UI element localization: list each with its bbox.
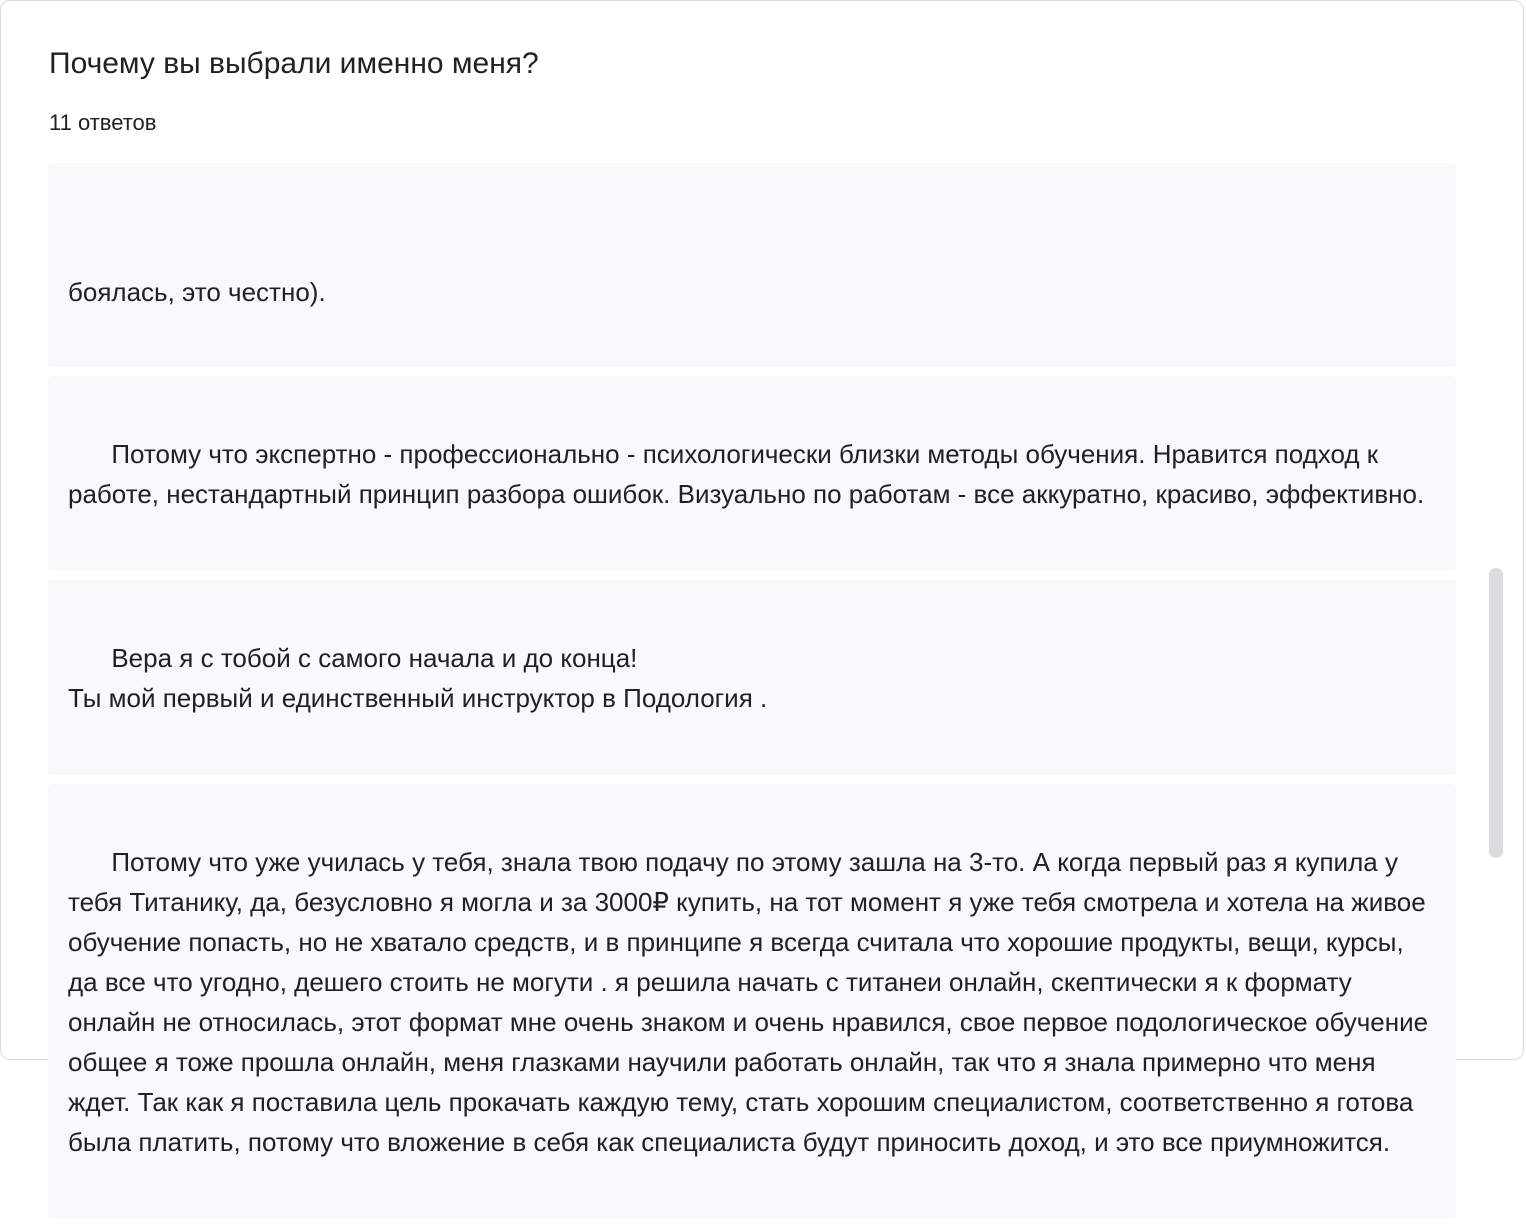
response-text: боялась, это честно). [68, 277, 326, 307]
response-text: Потому что уже училась у тебя, знала твою подачу по этому зашла на 3-то. А когда первый раз я купила у тебя Титанику, да, безусловно я могла и за 3000₽ купить, на тот момент я уже тебя смотрела и хотела на живое обучение попасть, но не хватало средств, и в принципе я всегда считала что хорошие продукты, вещи, курсы, да все что угодно, дешего стоить не могути . я решила начать с титанеи онлайн, скептически я к формату онлайн не относилась, этот формат мне очень знаком и очень нравился, свое первое подологическое обучение общее я тоже прошла онлайн, меня глазками научили работать онлайн, так что я знала примерно что меня ждет. Так как я поставила цель прокачать каждую тему, стать хорошим специалистом, соответственно я готова была платить, потому что вложение в себя как специалиста будут приносить доход, и это все приумножится. [68, 847, 1436, 1157]
responses-scroll-content [48, 163, 1456, 1228]
response-count: 11 ответов [49, 110, 157, 135]
question-title: Почему вы выбрали именно меня? [49, 47, 539, 80]
response-item [48, 163, 1456, 367]
response-text: Вера я с тобой с самого начала и до конца! Ты мой первый и единственный инструктор в Подология . [68, 643, 768, 713]
response-text: Потому что экспертно - профессионально - психологически близки методы обучения. Нравится подход к работе, нестандартный принцип разбора ошибок. Визуально по работам - все аккуратно, красиво, эффективно. [68, 439, 1425, 509]
response-item [48, 784, 1456, 1219]
response-item [48, 376, 1456, 571]
response-partial-line [68, 243, 1436, 272]
response-item [48, 580, 1456, 775]
scrollbar-thumb[interactable] [1489, 568, 1503, 858]
responses-list[interactable] [48, 185, 1456, 1157]
